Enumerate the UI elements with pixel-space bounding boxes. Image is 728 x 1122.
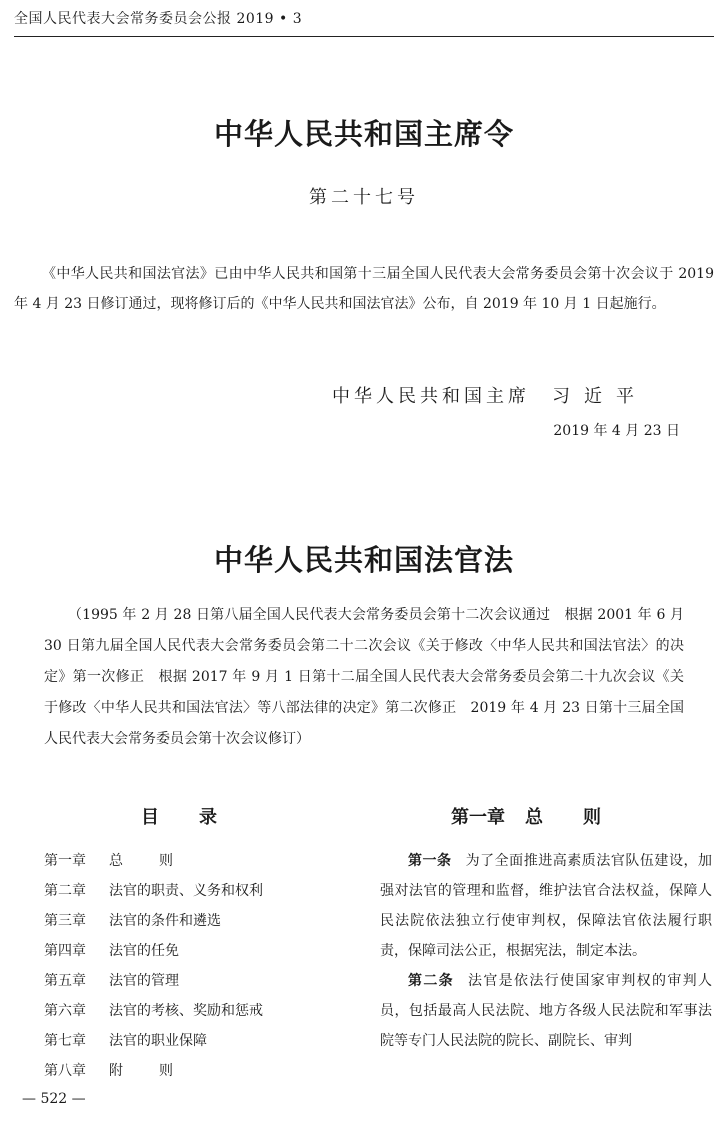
article <box>380 846 712 966</box>
toc-chapter-title: 法官的任免 <box>109 943 179 959</box>
toc-chapter-title: 附则 <box>109 1063 209 1079</box>
toc-item <box>44 936 263 966</box>
toc-item <box>44 906 263 936</box>
toc-chapter-number: 第八章 <box>44 1063 86 1079</box>
toc-chapter-number: 第五章 <box>44 973 86 989</box>
law-title: 中华人民共和国法官法 <box>213 543 514 577</box>
toc-item <box>44 1026 263 1056</box>
chapter-one-heading <box>380 803 712 829</box>
toc-heading: 目录 <box>141 807 257 828</box>
article-text: 法官是依法行使国家审判权的审判人员，包括最高人民法院、地方各级人民法院和军事法院等专门人民法院的院长、副院长、审判 <box>380 973 712 1049</box>
toc-item <box>44 876 263 906</box>
toc-chapter-number: 第一章 <box>44 853 86 869</box>
order-number: 第二十七号 <box>309 187 419 208</box>
toc-item <box>44 1056 263 1086</box>
toc-chapter-number: 第六章 <box>44 1003 86 1019</box>
toc-chapter-number: 第二章 <box>44 883 86 899</box>
toc-chapter-number: 第三章 <box>44 913 86 929</box>
table-of-contents <box>44 846 263 1086</box>
page-number: — 522 — <box>22 1091 86 1107</box>
article-text: 为了全面推进高素质法官队伍建设，加强对法官的管理和监督，维护法官合法权益，保障人民法院依法独立行使审判权，保障法官依法履行职责，保障司法公正，根据宪法，制定本法。 <box>380 853 713 959</box>
signature-line <box>332 382 648 408</box>
toc-item <box>44 966 263 996</box>
toc-chapter-title: 法官的条件和遴选 <box>109 913 221 929</box>
chapter-one-articles <box>380 846 712 1056</box>
order-body: 《中华人民共和国法官法》已由中华人民共和国第十三届全国人民代表大会常务委员会第十次会议于 2019 年 4 月 23 日修订通过，现将修订后的《中华人民共和国法官法》公布，自 2019 年 10 月 1 日起施行。 <box>14 266 714 312</box>
toc-chapter-number: 第四章 <box>44 943 86 959</box>
running-head: 全国人民代表大会常务委员会公报 2019 • 3 <box>14 11 303 27</box>
toc-item <box>44 996 263 1026</box>
toc-chapter-title: 法官的管理 <box>109 973 179 989</box>
article <box>380 966 712 1056</box>
toc-chapter-number: 第七章 <box>44 1033 86 1049</box>
article-number: 第一条 <box>408 853 452 869</box>
toc-chapter-title: 法官的职业保障 <box>109 1033 207 1049</box>
header-rule <box>14 36 714 37</box>
chapter-number: 第一章 <box>451 807 505 828</box>
toc-chapter-title: 法官的考核、奖励和惩戒 <box>109 1003 263 1019</box>
signer-name: 习近平 <box>552 386 648 407</box>
signing-date: 2019 年 4 月 23 日 <box>553 423 680 439</box>
signer-title: 中华人民共和国主席 <box>332 386 530 407</box>
toc-chapter-title: 总则 <box>109 853 209 869</box>
toc-chapter-title: 法官的职责、义务和权利 <box>109 883 263 899</box>
toc-item <box>44 846 263 876</box>
chapter-title: 总则 <box>525 807 641 828</box>
law-history: （1995 年 2 月 28 日第八届全国人民代表大会常务委员会第十二次会议通过 根据 2001 年 6 月 30 日第九届全国人民代表大会常务委员会第二十二次会议《关于修改〈中华人民共和国法官法〉的决定》第一次修正 根据 2017 年 9 月 1 日第十二届全国人民代表大会常务委员会第二十九次会议《关于修改〈中华人民共和国法官法〉等八部法律的决定》第二次修正 2019 年 4 月 23 日第十三届全国人民代表大会常务委员会第十次会议修订） <box>44 607 684 747</box>
order-title: 中华人民共和国主席令 <box>213 117 514 151</box>
article-number: 第二条 <box>408 973 454 989</box>
